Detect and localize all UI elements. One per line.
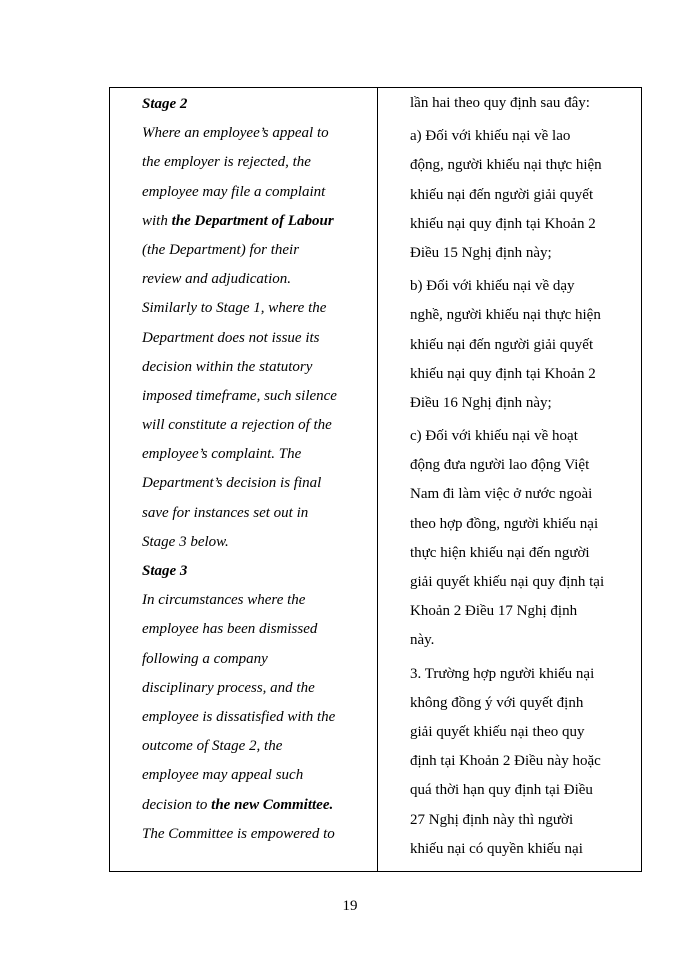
paragraph-b: [410, 272, 632, 418]
vietnamese-line: lần hai theo quy định sau đây:: [410, 95, 590, 111]
vietnamese-line: Điều 15 Nghị định này;: [410, 244, 552, 261]
vietnamese-line: định tại Khoản 2 Điều này hoặc: [410, 753, 601, 770]
vietnamese-line: Khoản 2 Điều 17 Nghị định: [410, 603, 578, 620]
vietnamese-line: khiếu nại quy định tại Khoản 2: [410, 365, 596, 382]
vietnamese-line: 27 Nghị định này thì người: [410, 811, 574, 828]
vietnamese-line: thực hiện khiếu nại đến người: [410, 544, 590, 561]
english-line: the employer is rejected, the: [142, 154, 311, 171]
english-column: [142, 88, 370, 849]
english-line: will constitute a rejection of the: [142, 417, 332, 434]
vietnamese-line: a) Đối với khiếu nại về lao: [410, 128, 571, 145]
bilingual-table: [109, 87, 642, 872]
english-line: In circumstances where the: [142, 592, 306, 609]
vietnamese-line: này.: [410, 632, 435, 649]
english-line: The Committee is empowered to: [142, 825, 335, 842]
paragraph-a: [410, 122, 632, 268]
paragraph-c: [410, 422, 632, 656]
vietnamese-line: theo hợp đồng, người khiếu nại: [410, 515, 599, 532]
vietnamese-line: nghề, người khiếu nại thực hiện: [410, 307, 601, 324]
vietnamese-line: không đồng ý với quyết định: [410, 694, 584, 711]
column-divider: [377, 88, 378, 871]
vietnamese-line: Điều 16 Nghị định này;: [410, 394, 552, 411]
english-line: with the Department of Labour: [142, 212, 334, 229]
english-line: employee has been dismissed: [142, 621, 318, 638]
vietnamese-line: 3. Trường hợp người khiếu nại: [410, 665, 595, 682]
english-line: Stage 3 below.: [142, 533, 229, 550]
vietnamese-line: giải quyết khiếu nại theo quy: [410, 723, 585, 740]
english-line: save for instances set out in: [142, 504, 309, 521]
vietnamese-line: động đưa người lao động Việt: [410, 457, 590, 474]
english-line: Where an employee’s appeal to: [142, 125, 329, 142]
vietnamese-line: giải quyết khiếu nại quy định tại: [410, 574, 605, 590]
english-line: outcome of Stage 2, the: [142, 738, 283, 755]
department-of-labour-bold: the Department of Labour: [171, 212, 334, 229]
vietnamese-line: khiếu nại có quyền khiếu nại: [410, 840, 583, 857]
english-line: employee’s complaint. The: [142, 446, 302, 463]
paragraph-3: [410, 660, 632, 864]
english-line: Similarly to Stage 1, where the: [142, 300, 327, 317]
english-line: imposed timeframe, such silence: [142, 387, 337, 404]
english-line: decision within the statutory: [142, 358, 313, 375]
page-number: 19: [342, 898, 358, 914]
vietnamese-line: động, người khiếu nại thực hiện: [410, 157, 602, 174]
vietnamese-line: quá thời hạn quy định tại Điều: [410, 782, 593, 799]
english-line: Department’s decision is final: [142, 475, 322, 492]
english-line: (the Department) for their: [142, 241, 300, 258]
english-line: employee is dissatisfied with the: [142, 708, 336, 725]
english-line: decision to the new Committee.: [142, 796, 334, 813]
vietnamese-line: khiếu nại đến người giải quyết: [410, 186, 594, 203]
english-line: review and adjudication.: [142, 271, 292, 288]
stage3-heading: Stage 3: [142, 563, 188, 579]
vietnamese-line: khiếu nại quy định tại Khoản 2: [410, 215, 596, 232]
vietnamese-line: khiếu nại đến người giải quyết: [410, 336, 594, 353]
english-line: employee may appeal such: [142, 767, 304, 784]
vietnamese-line: b) Đối với khiếu nại về dạy: [410, 278, 575, 295]
english-line: employee may file a complaint: [142, 183, 326, 200]
vietnamese-column: [410, 88, 632, 864]
english-line: disciplinary process, and the: [142, 679, 315, 696]
vietnamese-line: c) Đối với khiếu nại về hoạt: [410, 428, 578, 445]
english-line: Department does not issue its: [142, 329, 320, 346]
stage2-heading: Stage 2: [142, 96, 188, 112]
new-committee-bold: the new Committee: [211, 796, 330, 813]
vietnamese-line: Nam đi làm việc ở nước ngoài: [410, 486, 593, 503]
english-line: following a company: [142, 650, 268, 667]
